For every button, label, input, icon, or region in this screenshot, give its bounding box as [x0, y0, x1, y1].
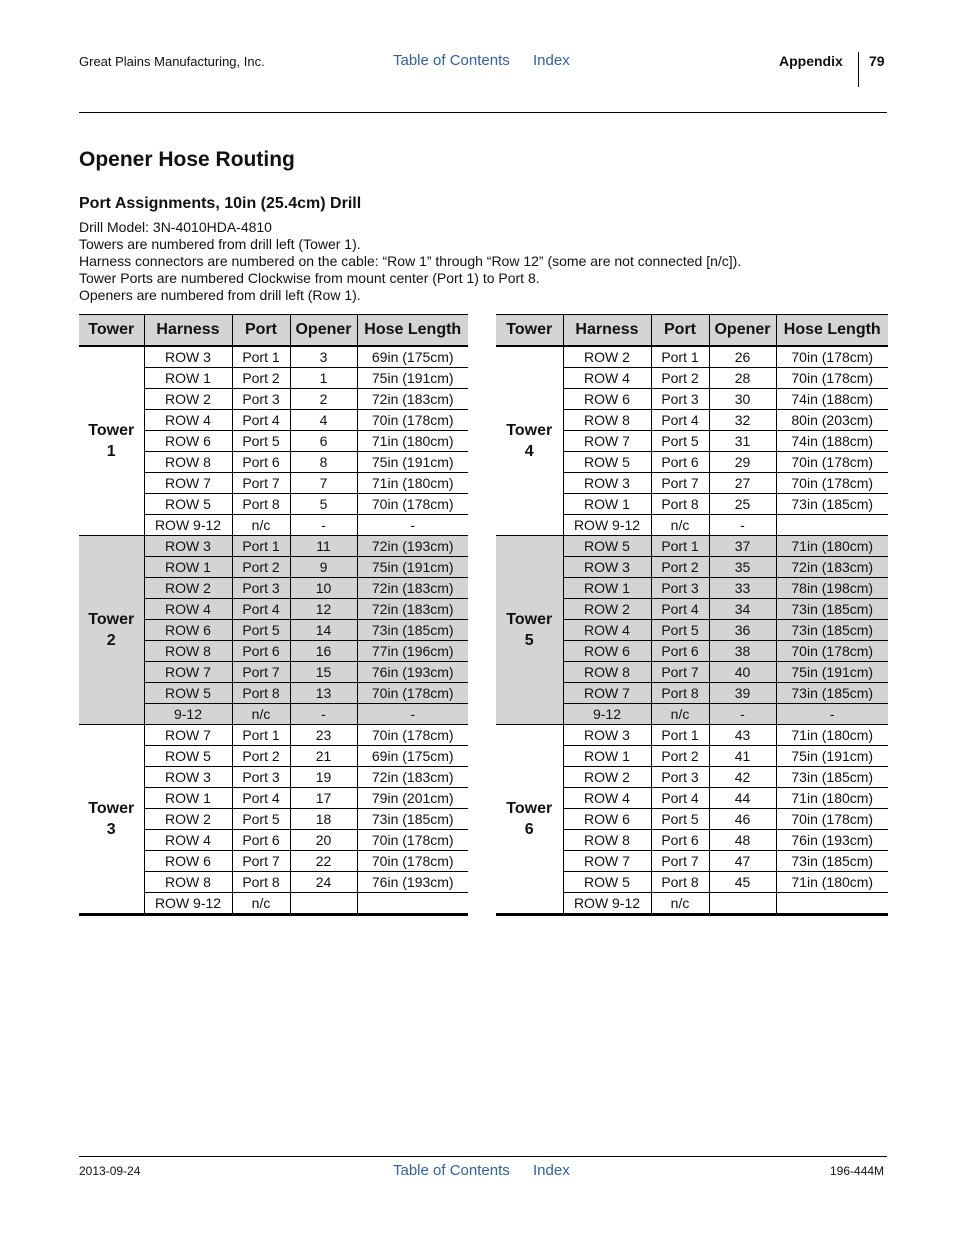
harness-cell: ROW 2 [144, 809, 232, 830]
harness-cell: ROW 1 [563, 578, 651, 599]
section-subtitle: Port Assignments, 10in (25.4cm) Drill [79, 195, 362, 212]
table-row [79, 536, 468, 557]
table-row [79, 725, 468, 746]
hose-length-cell: 73in (185cm) [776, 767, 888, 788]
port-cell: n/c [232, 704, 290, 725]
harness-cell: ROW 8 [563, 410, 651, 431]
port-cell: Port 5 [232, 620, 290, 641]
opener-cell: - [290, 704, 357, 725]
hose-length-cell [776, 893, 888, 915]
hose-length-cell: 70in (178cm) [776, 641, 888, 662]
tower-word: Tower [506, 800, 553, 817]
opener-cell: 11 [290, 536, 357, 557]
harness-cell: ROW 3 [563, 557, 651, 578]
port-cell: Port 7 [232, 851, 290, 872]
hose-length-cell: 70in (178cm) [357, 410, 468, 431]
port-table-left [79, 314, 468, 916]
column-header-tower: Tower [496, 315, 563, 347]
harness-cell: ROW 3 [144, 346, 232, 368]
port-cell: Port 2 [651, 368, 709, 389]
hose-length-cell: 71in (180cm) [776, 536, 888, 557]
hose-length-cell: 75in (191cm) [357, 557, 468, 578]
intro-text [79, 219, 741, 304]
footer-date: 2013-09-24 [79, 1164, 141, 1178]
harness-cell: ROW 7 [144, 725, 232, 746]
harness-cell: ROW 8 [144, 452, 232, 473]
port-cell: Port 6 [651, 641, 709, 662]
hose-length-cell: 71in (180cm) [357, 431, 468, 452]
harness-cell: ROW 3 [144, 767, 232, 788]
opener-cell: 41 [709, 746, 776, 767]
table-row [496, 536, 888, 557]
table-header-row [496, 315, 888, 347]
port-cell: n/c [232, 515, 290, 536]
page-title: Opener Hose Routing [79, 148, 295, 171]
tower-label [496, 346, 563, 536]
port-cell: Port 6 [651, 830, 709, 851]
opener-cell: 1 [290, 368, 357, 389]
opener-cell: 12 [290, 599, 357, 620]
table-header-row [79, 315, 468, 347]
hose-length-cell: - [357, 704, 468, 725]
port-cell: Port 1 [232, 536, 290, 557]
port-cell: Port 3 [651, 389, 709, 410]
port-cell: Port 6 [232, 452, 290, 473]
hose-length-cell: 73in (185cm) [776, 851, 888, 872]
harness-cell: ROW 4 [144, 599, 232, 620]
harness-cell: ROW 1 [144, 368, 232, 389]
table-row [496, 725, 888, 746]
column-header-hose-length: Hose Length [776, 315, 888, 347]
hose-length-cell: 71in (180cm) [776, 872, 888, 893]
tower-label [496, 536, 563, 725]
harness-cell: 9-12 [144, 704, 232, 725]
harness-cell: ROW 2 [563, 346, 651, 368]
port-cell: Port 8 [651, 494, 709, 515]
column-header-opener: Opener [709, 315, 776, 347]
document-number: 196-444M [830, 1164, 885, 1178]
port-cell: Port 4 [651, 599, 709, 620]
harness-cell: ROW 7 [144, 473, 232, 494]
harness-cell: ROW 1 [144, 788, 232, 809]
hose-length-cell: 70in (178cm) [357, 494, 468, 515]
harness-cell: ROW 4 [563, 368, 651, 389]
hose-length-cell: 70in (178cm) [357, 683, 468, 704]
port-cell: Port 5 [651, 809, 709, 830]
hose-length-cell: 70in (178cm) [357, 851, 468, 872]
opener-cell: 40 [709, 662, 776, 683]
port-cell: Port 3 [232, 578, 290, 599]
hose-length-cell: 80in (203cm) [776, 410, 888, 431]
page-number: 79 [869, 53, 885, 69]
tower-label [496, 725, 563, 915]
hose-length-cell: 76in (193cm) [357, 662, 468, 683]
opener-cell: 43 [709, 725, 776, 746]
port-cell: Port 4 [232, 788, 290, 809]
opener-cell: 9 [290, 557, 357, 578]
hose-length-cell: 72in (183cm) [776, 557, 888, 578]
opener-cell: 6 [290, 431, 357, 452]
intro-line: Towers are numbered from drill left (Tower 1). [79, 236, 361, 252]
opener-cell: 32 [709, 410, 776, 431]
hose-length-cell: 72in (183cm) [357, 767, 468, 788]
tower-label [79, 346, 144, 536]
port-cell: Port 6 [651, 452, 709, 473]
opener-cell: 31 [709, 431, 776, 452]
port-cell: Port 6 [232, 641, 290, 662]
opener-cell: 4 [290, 410, 357, 431]
header-divider [858, 52, 859, 87]
hose-length-cell: 70in (178cm) [357, 830, 468, 851]
opener-cell: 38 [709, 641, 776, 662]
table-row [496, 346, 888, 368]
harness-cell: ROW 3 [144, 536, 232, 557]
hose-length-cell: - [357, 515, 468, 536]
hose-length-cell: 75in (191cm) [357, 452, 468, 473]
hose-length-cell: 78in (198cm) [776, 578, 888, 599]
harness-cell: ROW 8 [144, 872, 232, 893]
opener-cell: 15 [290, 662, 357, 683]
opener-cell: 18 [290, 809, 357, 830]
port-cell: Port 1 [232, 346, 290, 368]
column-header-tower: Tower [79, 315, 144, 347]
opener-cell: 34 [709, 599, 776, 620]
hose-length-cell [776, 515, 888, 536]
harness-cell: ROW 5 [563, 872, 651, 893]
harness-cell: ROW 4 [563, 620, 651, 641]
port-cell: Port 1 [651, 725, 709, 746]
hose-length-cell: 71in (180cm) [357, 473, 468, 494]
hose-length-cell: 73in (185cm) [776, 494, 888, 515]
opener-cell: 22 [290, 851, 357, 872]
tower-word: Tower [88, 800, 135, 817]
port-cell: Port 4 [651, 788, 709, 809]
opener-cell: 16 [290, 641, 357, 662]
column-header-port: Port [232, 315, 290, 347]
port-cell: Port 2 [232, 557, 290, 578]
hose-length-cell: 77in (196cm) [357, 641, 468, 662]
port-cell: Port 8 [232, 872, 290, 893]
opener-cell: 27 [709, 473, 776, 494]
hose-length-cell: 73in (185cm) [776, 683, 888, 704]
port-cell: n/c [651, 515, 709, 536]
port-cell: Port 4 [651, 410, 709, 431]
opener-cell: 19 [290, 767, 357, 788]
opener-cell: 28 [709, 368, 776, 389]
port-cell: n/c [232, 893, 290, 915]
harness-cell: ROW 3 [563, 725, 651, 746]
port-cell: Port 7 [651, 473, 709, 494]
port-cell: Port 2 [232, 368, 290, 389]
harness-cell: ROW 1 [563, 494, 651, 515]
opener-cell: 10 [290, 578, 357, 599]
harness-cell: ROW 2 [144, 389, 232, 410]
opener-cell: 44 [709, 788, 776, 809]
hose-length-cell: 71in (180cm) [776, 725, 888, 746]
opener-cell: 7 [290, 473, 357, 494]
footer-index-link[interactable]: Index [533, 1162, 570, 1179]
harness-cell: 9-12 [563, 704, 651, 725]
opener-cell: 48 [709, 830, 776, 851]
opener-cell: 35 [709, 557, 776, 578]
hose-length-cell: 75in (191cm) [776, 662, 888, 683]
port-cell: Port 8 [232, 494, 290, 515]
opener-cell [290, 893, 357, 915]
port-cell: Port 2 [651, 746, 709, 767]
port-cell: Port 8 [651, 872, 709, 893]
hose-length-cell: 70in (178cm) [776, 473, 888, 494]
tower-number: 3 [106, 821, 116, 838]
opener-cell: 29 [709, 452, 776, 473]
opener-cell: 45 [709, 872, 776, 893]
harness-cell: ROW 6 [563, 809, 651, 830]
intro-line: Harness connectors are numbered on the cable: “Row 1” through “Row 12” (some are not connected [n/c]). [79, 253, 742, 269]
table-row [79, 346, 468, 368]
port-cell: n/c [651, 704, 709, 725]
column-header-harness: Harness [563, 315, 651, 347]
port-cell: Port 1 [651, 346, 709, 368]
tower-label [79, 536, 144, 725]
opener-cell: 14 [290, 620, 357, 641]
opener-cell: 39 [709, 683, 776, 704]
hose-length-cell: 69in (175cm) [357, 746, 468, 767]
hose-length-cell: 74in (188cm) [776, 431, 888, 452]
harness-cell: ROW 8 [563, 830, 651, 851]
harness-cell: ROW 6 [563, 389, 651, 410]
port-cell: Port 1 [651, 536, 709, 557]
port-cell: Port 5 [651, 620, 709, 641]
harness-cell: ROW 6 [144, 851, 232, 872]
port-cell: Port 3 [232, 389, 290, 410]
company-name: Great Plains Manufacturing, Inc. [79, 54, 265, 69]
opener-cell: 17 [290, 788, 357, 809]
opener-cell: 42 [709, 767, 776, 788]
opener-cell: 21 [290, 746, 357, 767]
harness-cell: ROW 8 [144, 641, 232, 662]
port-cell: Port 7 [232, 662, 290, 683]
harness-cell: ROW 6 [144, 431, 232, 452]
column-header-opener: Opener [290, 315, 357, 347]
opener-cell: 8 [290, 452, 357, 473]
hose-length-cell [357, 893, 468, 915]
harness-cell: ROW 4 [563, 788, 651, 809]
harness-cell: ROW 4 [144, 830, 232, 851]
tower-number: 4 [524, 443, 534, 460]
harness-cell: ROW 8 [563, 662, 651, 683]
port-cell: Port 1 [232, 725, 290, 746]
port-cell: Port 7 [232, 473, 290, 494]
opener-cell: 30 [709, 389, 776, 410]
tower-word: Tower [88, 422, 135, 439]
harness-cell: ROW 6 [144, 620, 232, 641]
opener-cell: 46 [709, 809, 776, 830]
tower-word: Tower [506, 422, 553, 439]
hose-length-cell: 72in (183cm) [357, 599, 468, 620]
harness-cell: ROW 7 [563, 683, 651, 704]
opener-cell: 3 [290, 346, 357, 368]
hose-length-cell: 73in (185cm) [357, 620, 468, 641]
opener-cell: 5 [290, 494, 357, 515]
opener-cell: 20 [290, 830, 357, 851]
port-cell: Port 5 [232, 431, 290, 452]
port-cell: Port 8 [651, 683, 709, 704]
hose-length-cell: 70in (178cm) [776, 809, 888, 830]
opener-cell: 47 [709, 851, 776, 872]
tower-number: 2 [106, 632, 116, 649]
intro-line: Drill Model: 3N-4010HDA-4810 [79, 219, 272, 235]
port-cell: Port 3 [232, 767, 290, 788]
harness-cell: ROW 9-12 [563, 893, 651, 915]
port-cell: Port 3 [651, 578, 709, 599]
port-cell: Port 4 [232, 410, 290, 431]
hose-length-cell: 70in (178cm) [776, 346, 888, 368]
hose-length-cell: 72in (183cm) [357, 389, 468, 410]
harness-cell: ROW 9-12 [144, 515, 232, 536]
hose-length-cell: 69in (175cm) [357, 346, 468, 368]
tower-number: 1 [106, 443, 116, 460]
port-cell: Port 8 [232, 683, 290, 704]
index-link[interactable]: Index [533, 52, 570, 69]
harness-cell: ROW 5 [563, 452, 651, 473]
hose-length-cell: 72in (193cm) [357, 536, 468, 557]
opener-cell: 13 [290, 683, 357, 704]
hose-length-cell: 74in (188cm) [776, 389, 888, 410]
footer-rule [79, 1156, 887, 1157]
harness-cell: ROW 5 [563, 536, 651, 557]
harness-cell: ROW 5 [144, 746, 232, 767]
port-cell: Port 5 [232, 809, 290, 830]
harness-cell: ROW 9-12 [144, 893, 232, 915]
harness-cell: ROW 4 [144, 410, 232, 431]
port-table-right [496, 314, 888, 916]
port-cell: Port 2 [651, 557, 709, 578]
harness-cell: ROW 2 [563, 767, 651, 788]
harness-cell: ROW 7 [563, 431, 651, 452]
opener-cell [709, 893, 776, 915]
port-cell: Port 7 [651, 851, 709, 872]
hose-length-cell: 76in (193cm) [776, 830, 888, 851]
opener-cell: 2 [290, 389, 357, 410]
column-header-port: Port [651, 315, 709, 347]
opener-cell: 24 [290, 872, 357, 893]
port-cell: Port 6 [232, 830, 290, 851]
opener-cell: 36 [709, 620, 776, 641]
hose-length-cell: 75in (191cm) [357, 368, 468, 389]
harness-cell: ROW 7 [144, 662, 232, 683]
header-rule [79, 112, 887, 113]
opener-cell: 26 [709, 346, 776, 368]
opener-cell: 33 [709, 578, 776, 599]
hose-length-cell: 73in (185cm) [776, 599, 888, 620]
harness-cell: ROW 2 [563, 599, 651, 620]
hose-length-cell: 70in (178cm) [357, 725, 468, 746]
hose-length-cell: 70in (178cm) [776, 452, 888, 473]
table-of-contents-link[interactable]: Table of Contents [393, 52, 510, 69]
tower-word: Tower [506, 611, 553, 628]
tower-number: 5 [524, 632, 534, 649]
section-name: Appendix [779, 53, 843, 69]
hose-length-cell: 79in (201cm) [357, 788, 468, 809]
intro-line: Openers are numbered from drill left (Row 1). [79, 287, 361, 303]
harness-cell: ROW 5 [144, 494, 232, 515]
footer-table-of-contents-link[interactable]: Table of Contents [393, 1162, 510, 1179]
port-cell: Port 4 [232, 599, 290, 620]
opener-cell: 37 [709, 536, 776, 557]
tower-number: 6 [524, 821, 534, 838]
hose-length-cell: 73in (185cm) [357, 809, 468, 830]
opener-cell: - [290, 515, 357, 536]
harness-cell: ROW 9-12 [563, 515, 651, 536]
harness-cell: ROW 2 [144, 578, 232, 599]
opener-cell: - [709, 704, 776, 725]
tower-word: Tower [88, 611, 135, 628]
hose-length-cell: - [776, 704, 888, 725]
harness-cell: ROW 1 [563, 746, 651, 767]
column-header-harness: Harness [144, 315, 232, 347]
port-cell: Port 7 [651, 662, 709, 683]
port-cell: Port 3 [651, 767, 709, 788]
opener-cell: - [709, 515, 776, 536]
hose-length-cell: 71in (180cm) [776, 788, 888, 809]
hose-length-cell: 70in (178cm) [776, 368, 888, 389]
port-cell: Port 5 [651, 431, 709, 452]
hose-length-cell: 76in (193cm) [357, 872, 468, 893]
port-cell: Port 2 [232, 746, 290, 767]
intro-line: Tower Ports are numbered Clockwise from mount center (Port 1) to Port 8. [79, 270, 540, 286]
harness-cell: ROW 3 [563, 473, 651, 494]
port-cell: n/c [651, 893, 709, 915]
opener-cell: 23 [290, 725, 357, 746]
hose-length-cell: 73in (185cm) [776, 620, 888, 641]
harness-cell: ROW 6 [563, 641, 651, 662]
harness-cell: ROW 1 [144, 557, 232, 578]
opener-cell: 25 [709, 494, 776, 515]
column-header-hose-length: Hose Length [357, 315, 468, 347]
hose-length-cell: 72in (183cm) [357, 578, 468, 599]
harness-cell: ROW 7 [563, 851, 651, 872]
hose-length-cell: 75in (191cm) [776, 746, 888, 767]
harness-cell: ROW 5 [144, 683, 232, 704]
tower-label [79, 725, 144, 915]
